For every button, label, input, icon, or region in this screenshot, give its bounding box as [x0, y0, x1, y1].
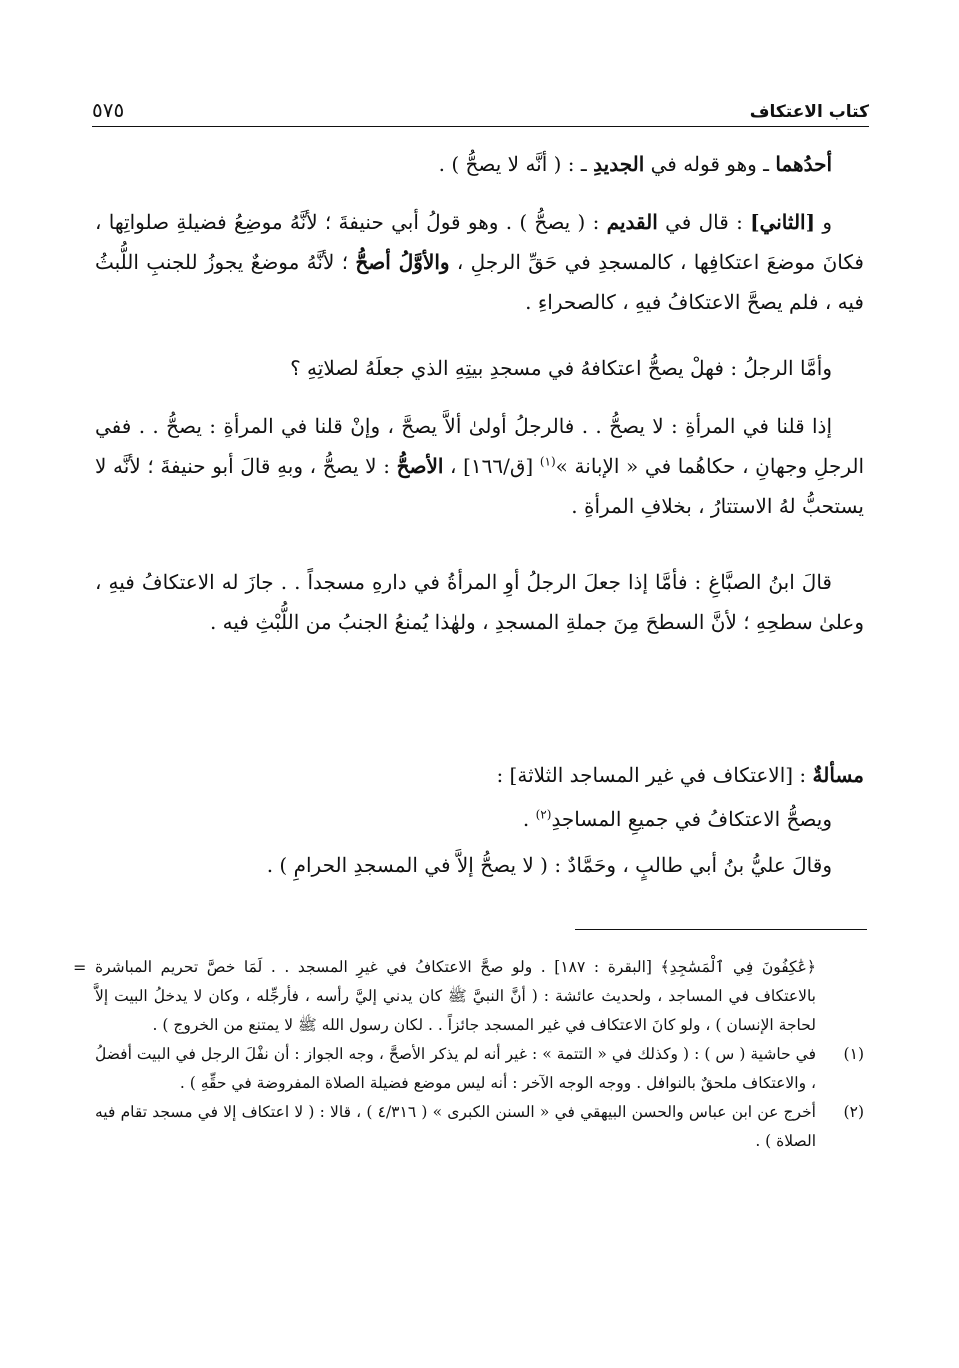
first-view-label: أحدُهما — [775, 152, 832, 176]
footnote-1-number: (١) — [843, 1045, 864, 1063]
main-text-second — [95, 202, 864, 322]
all-mosques-text-2: . — [522, 807, 536, 831]
footnote-ref-1[interactable]: (١) — [539, 454, 556, 469]
woman-case-text-2: [ق/١٦٦] ، — [443, 454, 540, 478]
running-title: كتاب الاعتكاف — [749, 102, 869, 122]
masala-title: : [الاعتكاف في غير المساجد الثلاثة] : — [496, 763, 813, 787]
main-text-third — [95, 348, 864, 388]
page-header — [92, 88, 869, 127]
second-view-text: : قال في — [657, 210, 751, 234]
second-view-bold-3: والأوَّلُ أصحُّ — [355, 250, 450, 274]
footnotes — [73, 953, 864, 1156]
first-view-text-2: ـ : ( أنَّه لا يصحُّ ) . — [438, 152, 594, 176]
footnote-num-empty — [816, 953, 864, 1040]
second-view-label: [الثاني] — [750, 210, 816, 234]
footnote-ref-2[interactable]: (٢) — [535, 807, 552, 822]
main-text-fourth — [95, 406, 864, 526]
footnote-continuation-text: ﴿عَٰكِفُونَ فِي ٱلْمَسَٰجِدِ﴾ [البقرة : ١٨٧] . ولو صحَّ الاعتكافُ في غيرِ المسجد . . لَمَا خصَّ تحريم المباشرة بالاعتكاف في المساجد ، ولحديث عائشة : ( أنَّ النبيَّ ﷺ كان يدني إليَّ رأسه ، فأرجِّله ، وكان لا يدخلُ البيت إلاَّ لحاجة الإنسان ) ، ولو كانَ الاعتكاف في غير المسجد جائزاً . . لكان رسول الله ﷺ لا يمتنع من الخروج ) . — [95, 958, 816, 1034]
paragraph-all-mosques — [95, 799, 864, 839]
footnote-continuation — [73, 953, 864, 1040]
second-view-text-3: ؛ لأنَّهُ موضعٌ يجوزُ للجنبِ اللُّبثُ فيه ، فلم يصحَّ الاعتكافُ فيهِ ، كالصحراءِ . — [95, 250, 864, 314]
continuation-mark: = — [73, 958, 87, 977]
paragraph-second-view — [95, 202, 864, 322]
second-view-bold: القديم — [606, 210, 658, 234]
paragraph-first-view — [95, 144, 864, 184]
woman-case-text-3: : لا يصحُّ ، وبهِ قالَ أبو حنيفةَ ؛ لأنَّه لا يستحبُّ لهُ الاستتارُ ، بخلافِ المرأةِ . — [95, 454, 864, 518]
footnote-2-number: (٢) — [843, 1103, 864, 1121]
woman-case-text: إذا قلنا في المرأةِ : لا يصحُّ . . فالرجلُ أولىٰ ألاَّ يصحَّ ، وإنْ قلنا في المرأةِ : يصحُّ . . ففي الرجلِ وجهانِ ، حكاهُما في « الإبانة » — [95, 414, 864, 478]
footnote-2-text: أخرج عن ابن عباس والحسن البيهقي في « السنن الكبرى » ( ٤/٣١٦ ) ، قالا : ( لا اعتكاف إلا في مسجد تقام فيه الصلاة ) . — [95, 1103, 816, 1150]
footnote-1-text: في حاشية ( س ) : ( وكذلك في « التتمة » : غير أنه لم يذكر الأصحَّ ، وجه الجواز : أن نفْلَ الرجل في البيت أفضلُ ، والاعتكاف ملحقٌ بالنوافل . ووجه الوجه الآخر : أنه ليس موضع فضيلة الصلاة المفروضة في حقِّهِ ) . — [95, 1045, 816, 1092]
footnote-1 — [95, 1040, 864, 1098]
paragraph-ibn-sabbagh: قالَ ابنُ الصبَّاغِ : فأمَّا إذا جعلَ الرجلُ أوِ المرأةُ في دارهِ مسجداً . . جازَ له الاعتكافُ فيهِ ، وعلىٰ سطحِهِ ؛ لأنَّ السطحَ مِنَ جملةِ المسجدِ ، ولهٰذا يُمنعُ الجنبُ من اللُّبْثِ فيه . — [95, 570, 864, 634]
first-view-text: ـ وهو قوله في — [644, 152, 776, 176]
paragraph-woman-case — [95, 406, 864, 526]
masala-heading — [95, 755, 864, 795]
paragraph-ali-hammad: وقالَ عليُّ بنُ أبي طالبٍ ، وحَمَّادٌ : ( لا يصحُّ إلاَّ في المسجدِ الحرامِ ) . — [266, 853, 832, 877]
all-mosques-text: ويصحُّ الاعتكافُ في جميعِ المساجدِ — [551, 807, 832, 831]
second-view-text-2: : ( يصحُّ ) . وهو قولُ أبي حنيفةَ ؛ لأنَّهُ موضِعُ فضيلةِ صلواتِها ، فكانَ موضعَ اعتكافِها ، كالمسجدِ في حَقِّ الرجلِ ، — [95, 210, 864, 274]
paragraph-man-question: وأمَّا الرجلُ : فهلْ يصحُّ اعتكافهُ في مسجدِ بيتِهِ الذي جعلَهُ لصلاتِهِ ؟ — [290, 356, 832, 380]
second-view-lead: و — [815, 210, 833, 234]
footnote-2 — [95, 1098, 864, 1156]
main-text-top — [95, 144, 864, 184]
woman-case-bold: الأصحُّ — [396, 454, 444, 478]
masala-block — [95, 755, 864, 885]
first-view-bold: الجديدِ — [593, 152, 645, 176]
footnote-separator — [575, 929, 867, 930]
masala-label: مسألةٌ — [812, 763, 864, 787]
main-text-fifth — [95, 562, 864, 642]
page-number: ٥٧٥ — [92, 98, 125, 122]
